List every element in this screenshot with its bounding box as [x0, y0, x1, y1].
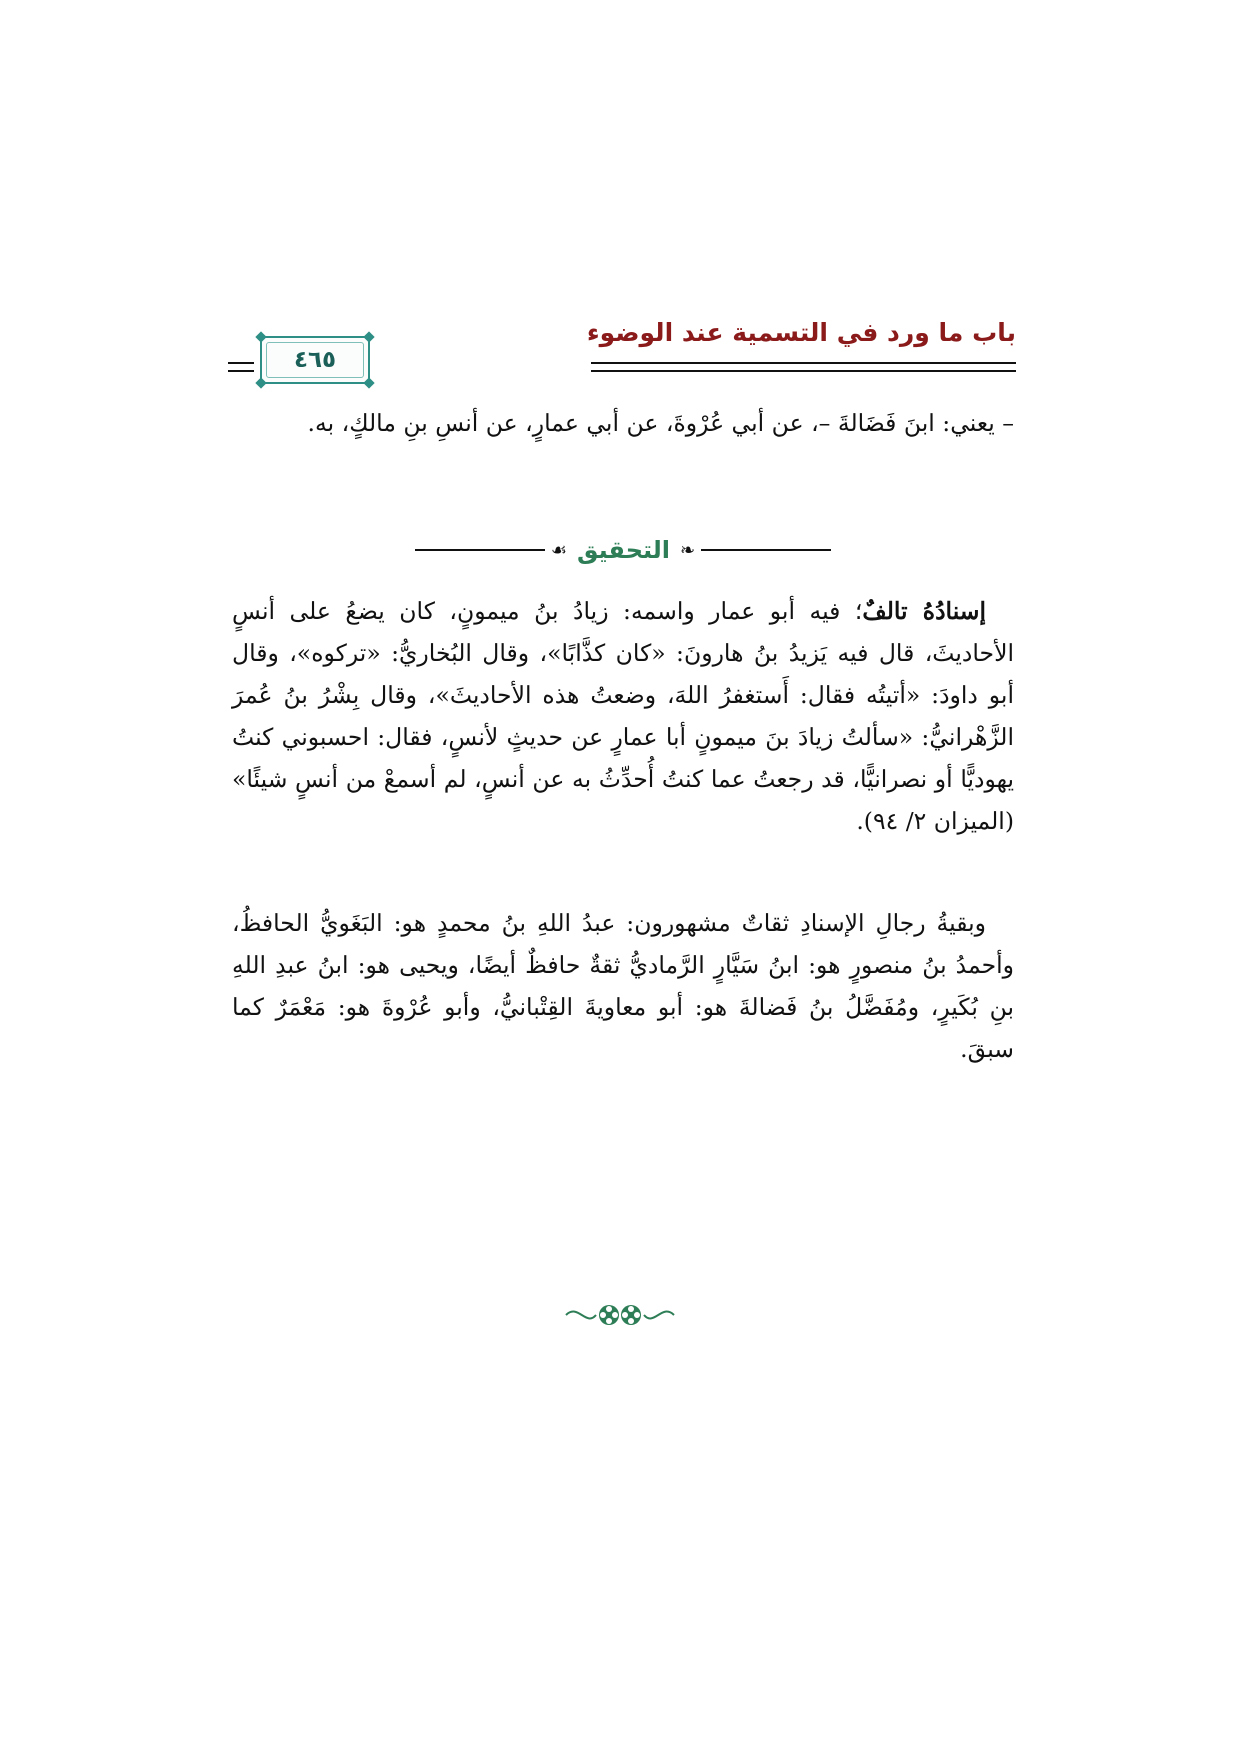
section-title: التحقيق — [577, 536, 671, 564]
verdict-lead: إسنادُهُ تالفٌ — [862, 597, 987, 625]
chapter-title: باب ما ورد في التسمية عند الوضوء — [586, 318, 1016, 347]
page-header — [228, 318, 1016, 374]
header-rule — [591, 362, 1016, 364]
section-divider-ornament-icon: ☙ — [550, 539, 567, 561]
section-divider-line — [701, 549, 831, 551]
intro-paragraph: – يعني: ابنَ فَضَالةَ –، عن أبي عُرْوةَ، عن أبي عمارٍ، عن أنسِ بنِ مالكٍ، به. — [307, 409, 1014, 437]
paragraph-text: ؛ فيه أبو عمار واسمه: زيادُ بنُ ميمونٍ، كان يضعُ على أنسٍ الأحاديثَ، قال فيه يَزيدُ بنُ هارونَ: «كان كذَّابًا»، وقال البُخاريُّ: «تركوه»، وقال أبو داودَ: «أتيتُه فقال: أَستغفرُ اللهَ، وضعتُ هذه الأحاديثَ»، وقال بِشْرُ بنُ عُمرَ الزَّهْرانيُّ: «سألتُ زيادَ بنَ ميمونٍ أبا عمارٍ عن حديثٍ لأنسٍ، فقال: احسبوني كنتُ يهوديًّا أو نصرانيًّا، قد رجعتُ عما كنتُ أُحدِّثُ به عن أنسٍ، لم أسمعْ من أنسٍ شيئًا» (الميزان ٢/ ٩٤). — [232, 597, 1014, 835]
body-paragraph — [232, 590, 1014, 842]
section-heading — [232, 530, 1014, 570]
end-flower-ornament-icon — [560, 1295, 680, 1335]
page-number-frame — [260, 336, 370, 384]
paragraph-text: وبقيةُ رجالِ الإسنادِ ثقاتٌ مشهورون: عبدُ اللهِ بنُ محمدٍ هو: البَغَويُّ الحافظُ، وأحمدُ بنُ منصورٍ هو: ابنُ سَيَّارٍ الرَّماديُّ ثقةٌ حافظٌ أيضًا، ويحيى هو: ابنُ عبدِ اللهِ بنِ بُكَيرٍ، ومُفَضَّلُ بنُ فَضالةَ هو: أبو معاويةَ القِتْبانيُّ، وأبو عُرْوةَ هو: مَعْمَرٌ كما سبقَ. — [232, 909, 1014, 1063]
header-rule — [228, 370, 254, 372]
body-paragraph — [232, 902, 1014, 1070]
section-divider-ornament-icon: ❧ — [680, 539, 696, 561]
header-rule — [591, 370, 1016, 372]
header-rule — [228, 362, 254, 364]
page-number: ٤٦٥ — [293, 347, 337, 373]
section-divider-line — [415, 549, 545, 551]
